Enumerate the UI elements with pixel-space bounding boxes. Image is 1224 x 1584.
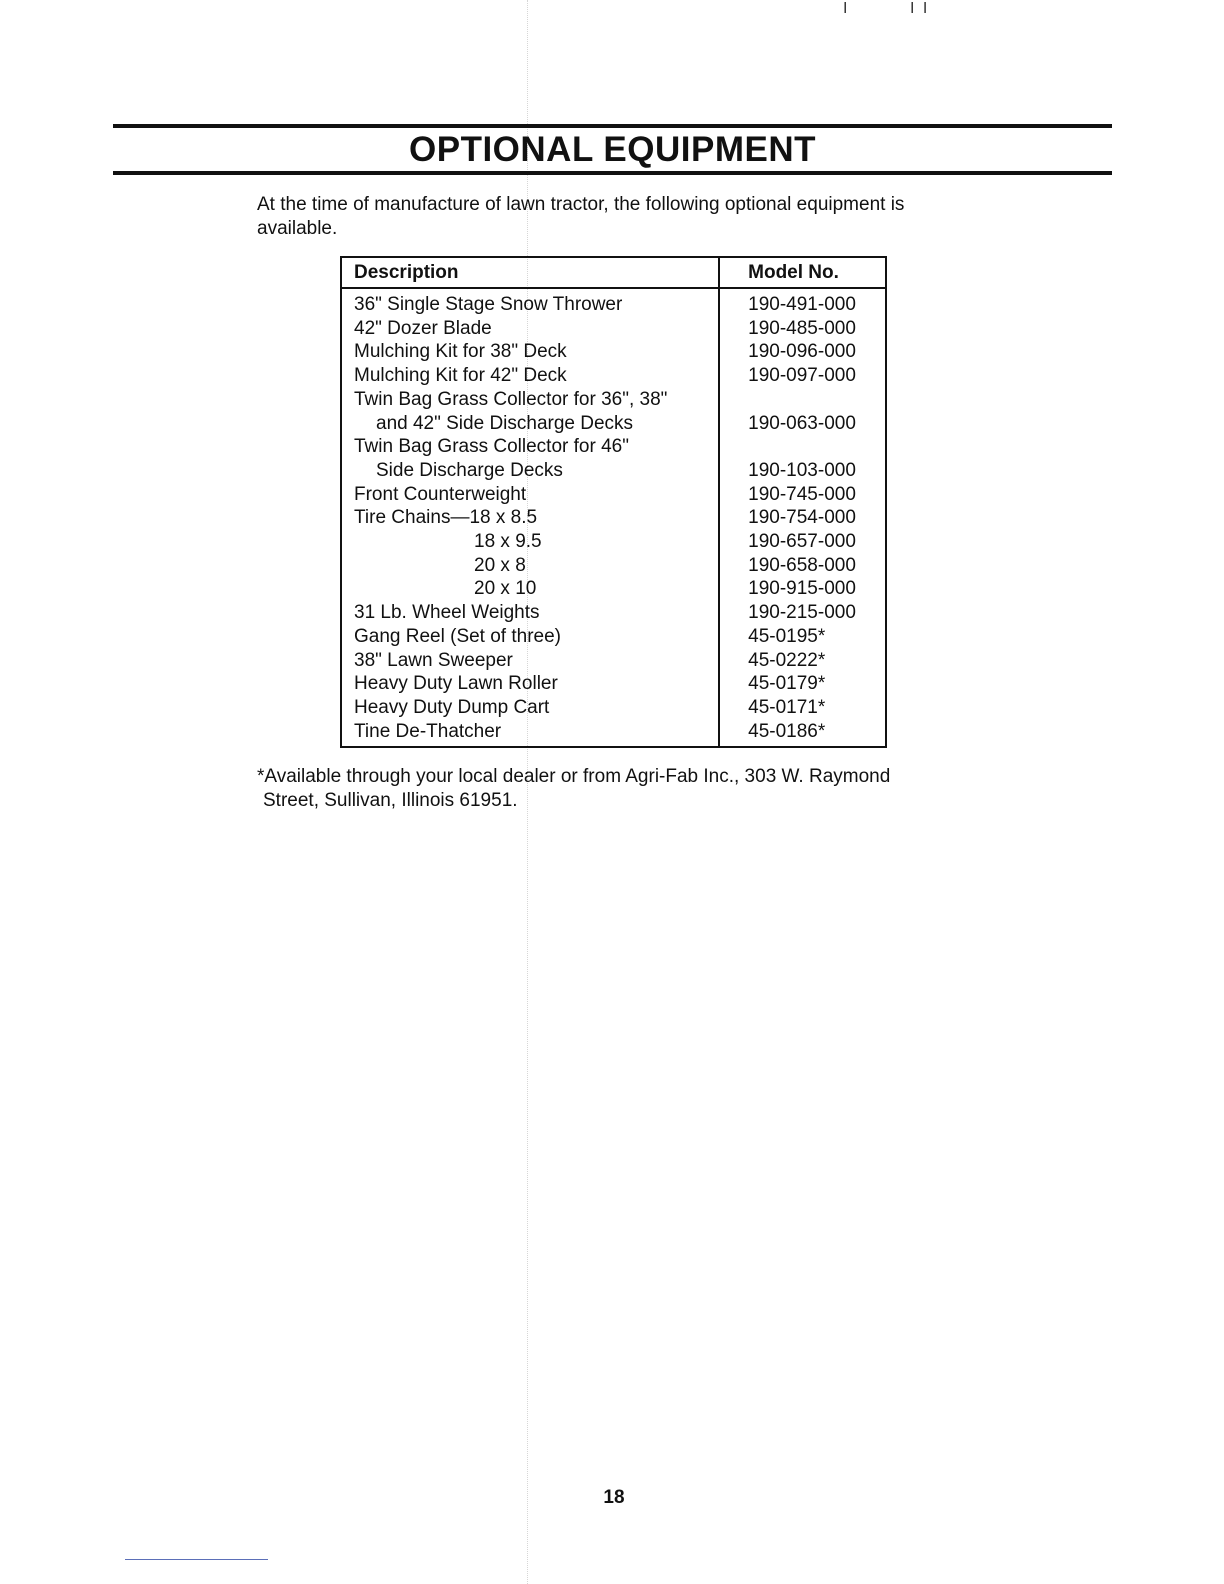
model-cell: 190-915-000: [719, 577, 886, 601]
description-header: Description: [341, 257, 719, 288]
equipment-table: [340, 256, 887, 748]
model-header: Model No.: [719, 257, 886, 288]
table-row: [341, 364, 886, 388]
table-row: [341, 459, 886, 483]
description-text: Tire Chains—18 x 8.5: [354, 507, 538, 529]
bottom-margin-rule: [125, 1559, 268, 1560]
description-text: 36" Single Stage Snow Thrower: [354, 294, 623, 315]
table-row: [341, 577, 886, 601]
description-cell: [341, 530, 719, 554]
top-margin-marks: [843, 0, 930, 18]
description-cell: [341, 625, 719, 649]
top-mark-2: I I: [910, 0, 930, 17]
description-text: Twin Bag Grass Collector for 36", 38": [354, 388, 668, 410]
description-cell: [341, 412, 719, 436]
page-title: OPTIONAL EQUIPMENT: [409, 130, 816, 169]
model-cell: 45-0195*: [719, 625, 886, 649]
table-row: [341, 530, 886, 554]
description-cell: [341, 720, 719, 748]
model-cell: 45-0222*: [719, 649, 886, 673]
description-cell: [341, 577, 719, 601]
model-cell: 45-0186*: [719, 720, 886, 748]
model-cell: 190-491-000: [719, 288, 886, 317]
table-row: [341, 554, 886, 578]
table-row: [341, 506, 886, 530]
model-cell: 45-0179*: [719, 672, 886, 696]
footnote-line-1: *Available through your local dealer or from Agri-Fab Inc., 303 W. Raymond: [257, 766, 891, 787]
table-row: [341, 672, 886, 696]
table-row: [341, 696, 886, 720]
description-cell: [341, 435, 719, 459]
model-cell: 190-096-000: [719, 340, 886, 364]
model-cell: 190-215-000: [719, 601, 886, 625]
model-cell: [719, 388, 886, 412]
table-row: [341, 435, 886, 459]
description-cell: [341, 388, 719, 412]
description-text: Mulching Kit for 38" Deck: [354, 341, 567, 363]
table-row: [341, 483, 886, 507]
description-cell: [341, 340, 719, 364]
model-cell: 190-658-000: [719, 554, 886, 578]
table-row: [341, 412, 886, 436]
table-row: [341, 288, 886, 317]
table-row: [341, 388, 886, 412]
description-cell: [341, 506, 719, 530]
table-row: [341, 340, 886, 364]
table-row: [341, 649, 886, 673]
description-text: 20 x 8: [474, 554, 526, 576]
description-text: Gang Reel (Set of three): [354, 625, 561, 647]
description-cell: [341, 601, 719, 625]
description-text: 18 x 9.5: [474, 531, 542, 553]
title-rule-bottom: [113, 171, 1112, 175]
description-text: Heavy Duty Lawn Roller: [354, 673, 558, 695]
description-text: Side Discharge Decks: [376, 459, 563, 481]
model-cell: 190-485-000: [719, 317, 886, 341]
availability-footnote: [257, 765, 957, 813]
description-text: 20 x 10: [474, 578, 537, 600]
footnote-line-2: Street, Sullivan, Illinois 61951.: [263, 790, 518, 811]
description-cell: [341, 696, 719, 720]
description-cell: [341, 554, 719, 578]
description-text: 38" Lawn Sweeper: [354, 649, 513, 671]
description-text: 31 Lb. Wheel Weights: [354, 602, 540, 624]
table-row: [341, 625, 886, 649]
model-cell: 190-103-000: [719, 459, 886, 483]
description-text: Tine De-Thatcher: [354, 720, 502, 742]
description-cell: [341, 364, 719, 388]
page-number: 18: [603, 1487, 625, 1508]
table-row: [341, 720, 886, 748]
table-header-row: [341, 257, 886, 288]
model-cell: 190-657-000: [719, 530, 886, 554]
table-row: [341, 601, 886, 625]
model-cell: 190-745-000: [719, 483, 886, 507]
model-cell: 190-063-000: [719, 412, 886, 436]
description-text: Heavy Duty Dump Cart: [354, 696, 550, 718]
model-cell: 45-0171*: [719, 696, 886, 720]
intro-paragraph: At the time of manufacture of lawn tractor, the following optional equipment is available.: [257, 194, 905, 239]
description-cell: [341, 672, 719, 696]
description-text: 42" Dozer Blade: [354, 317, 492, 339]
description-cell: [341, 288, 719, 317]
description-text: and 42" Side Discharge Decks: [376, 412, 634, 434]
description-cell: [341, 459, 719, 483]
description-cell: [341, 649, 719, 673]
description-cell: [341, 483, 719, 507]
table-row: [341, 317, 886, 341]
description-text: Twin Bag Grass Collector for 46": [354, 436, 629, 458]
top-mark-1: I: [843, 0, 850, 17]
model-cell: [719, 435, 886, 459]
description-text: Mulching Kit for 42" Deck: [354, 365, 567, 387]
model-cell: 190-097-000: [719, 364, 886, 388]
description-cell: [341, 317, 719, 341]
description-text: Front Counterweight: [354, 483, 527, 505]
model-cell: 190-754-000: [719, 506, 886, 530]
